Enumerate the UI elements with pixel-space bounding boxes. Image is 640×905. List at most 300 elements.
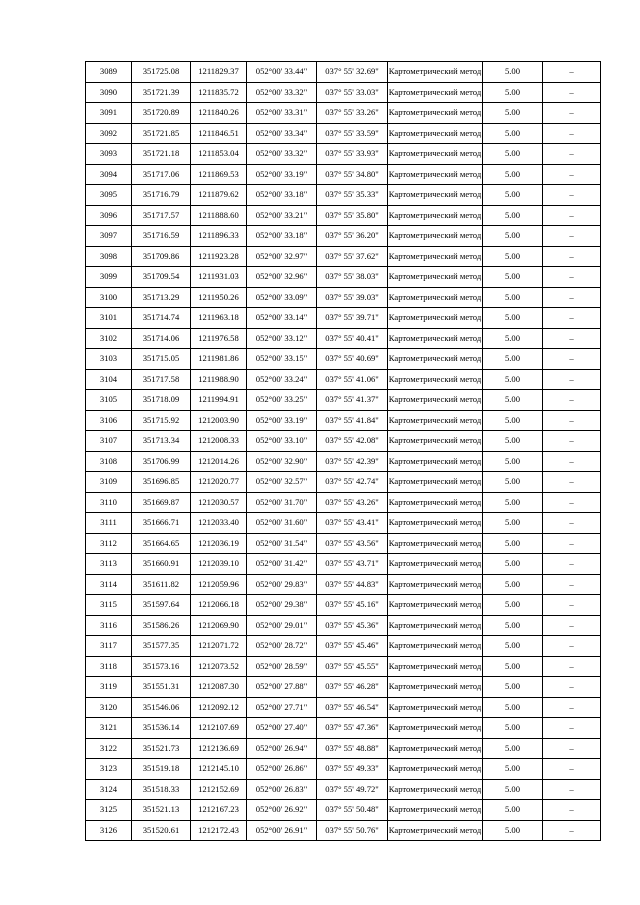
point-number-cell: 3102 [86,328,132,349]
note-cell: – [543,144,601,165]
note-cell: – [543,513,601,534]
y-coordinate-cell: 1212145.10 [191,759,247,780]
note-cell: – [543,267,601,288]
longitude-cell: 037° 55' 42.08" [317,431,388,452]
accuracy-cell: 5.00 [483,533,543,554]
table-row [86,656,601,677]
latitude-cell: 052°00' 31.42" [247,554,317,575]
method-cell: Картометрический метод [388,800,483,821]
y-coordinate-cell: 1212167.23 [191,800,247,821]
y-coordinate-cell: 1212036.19 [191,533,247,554]
coordinates-table [85,61,601,841]
x-coordinate-cell: 351721.39 [132,82,191,103]
y-coordinate-cell: 1212136.69 [191,738,247,759]
note-cell: – [543,185,601,206]
latitude-cell: 052°00' 32.97" [247,246,317,267]
x-coordinate-cell: 351717.57 [132,205,191,226]
latitude-cell: 052°00' 33.09" [247,287,317,308]
method-cell: Картометрический метод [388,390,483,411]
point-number-cell: 3113 [86,554,132,575]
accuracy-cell: 5.00 [483,287,543,308]
longitude-cell: 037° 55' 32.69" [317,62,388,83]
note-cell: – [543,472,601,493]
point-number-cell: 3094 [86,164,132,185]
x-coordinate-cell: 351536.14 [132,718,191,739]
latitude-cell: 052°00' 33.34" [247,123,317,144]
note-cell: – [543,164,601,185]
latitude-cell: 052°00' 31.54" [247,533,317,554]
method-cell: Картометрический метод [388,205,483,226]
point-number-cell: 3117 [86,636,132,657]
x-coordinate-cell: 351706.99 [132,451,191,472]
accuracy-cell: 5.00 [483,492,543,513]
point-number-cell: 3098 [86,246,132,267]
point-number-cell: 3126 [86,820,132,841]
latitude-cell: 052°00' 33.10" [247,431,317,452]
table-row [86,164,601,185]
y-coordinate-cell: 1211829.37 [191,62,247,83]
method-cell: Картометрический метод [388,267,483,288]
latitude-cell: 052°00' 26.91" [247,820,317,841]
note-cell: – [543,287,601,308]
accuracy-cell: 5.00 [483,185,543,206]
method-cell: Картометрический метод [388,472,483,493]
y-coordinate-cell: 1211950.26 [191,287,247,308]
point-number-cell: 3106 [86,410,132,431]
latitude-cell: 052°00' 28.59" [247,656,317,677]
longitude-cell: 037° 55' 38.03" [317,267,388,288]
point-number-cell: 3103 [86,349,132,370]
x-coordinate-cell: 351518.33 [132,779,191,800]
point-number-cell: 3097 [86,226,132,247]
latitude-cell: 052°00' 26.92" [247,800,317,821]
y-coordinate-cell: 1211879.62 [191,185,247,206]
method-cell: Картометрический метод [388,820,483,841]
y-coordinate-cell: 1212059.96 [191,574,247,595]
latitude-cell: 052°00' 33.32" [247,82,317,103]
y-coordinate-cell: 1211896.33 [191,226,247,247]
latitude-cell: 052°00' 31.60" [247,513,317,534]
note-cell: – [543,800,601,821]
method-cell: Картометрический метод [388,697,483,718]
accuracy-cell: 5.00 [483,472,543,493]
x-coordinate-cell: 351715.92 [132,410,191,431]
method-cell: Картометрический метод [388,636,483,657]
y-coordinate-cell: 1212066.18 [191,595,247,616]
x-coordinate-cell: 351666.71 [132,513,191,534]
x-coordinate-cell: 351716.79 [132,185,191,206]
latitude-cell: 052°00' 33.18" [247,226,317,247]
method-cell: Картометрический метод [388,62,483,83]
accuracy-cell: 5.00 [483,451,543,472]
table-row [86,390,601,411]
note-cell: – [543,349,601,370]
table-row [86,636,601,657]
longitude-cell: 037° 55' 33.03" [317,82,388,103]
point-number-cell: 3095 [86,185,132,206]
x-coordinate-cell: 351718.09 [132,390,191,411]
longitude-cell: 037° 55' 43.26" [317,492,388,513]
y-coordinate-cell: 1212003.90 [191,410,247,431]
note-cell: – [543,205,601,226]
method-cell: Картометрический метод [388,287,483,308]
y-coordinate-cell: 1212033.40 [191,513,247,534]
longitude-cell: 037° 55' 35.33" [317,185,388,206]
x-coordinate-cell: 351725.08 [132,62,191,83]
method-cell: Картометрический метод [388,451,483,472]
longitude-cell: 037° 55' 46.54" [317,697,388,718]
y-coordinate-cell: 1212152.69 [191,779,247,800]
table-row [86,431,601,452]
note-cell: – [543,431,601,452]
accuracy-cell: 5.00 [483,123,543,144]
note-cell: – [543,759,601,780]
accuracy-cell: 5.00 [483,574,543,595]
y-coordinate-cell: 1211931.03 [191,267,247,288]
y-coordinate-cell: 1211923.28 [191,246,247,267]
method-cell: Картометрический метод [388,738,483,759]
note-cell: – [543,328,601,349]
x-coordinate-cell: 351520.61 [132,820,191,841]
latitude-cell: 052°00' 33.18" [247,185,317,206]
longitude-cell: 037° 55' 42.74" [317,472,388,493]
point-number-cell: 3107 [86,431,132,452]
accuracy-cell: 5.00 [483,513,543,534]
method-cell: Картометрический метод [388,554,483,575]
y-coordinate-cell: 1211963.18 [191,308,247,329]
latitude-cell: 052°00' 31.70" [247,492,317,513]
x-coordinate-cell: 351521.13 [132,800,191,821]
longitude-cell: 037° 55' 48.88" [317,738,388,759]
table-row [86,718,601,739]
table-body [86,62,601,841]
y-coordinate-cell: 1211994.91 [191,390,247,411]
table-row [86,369,601,390]
table-row [86,615,601,636]
x-coordinate-cell: 351716.59 [132,226,191,247]
table-row [86,62,601,83]
latitude-cell: 052°00' 33.12" [247,328,317,349]
y-coordinate-cell: 1211981.86 [191,349,247,370]
y-coordinate-cell: 1211840.26 [191,103,247,124]
x-coordinate-cell: 351720.89 [132,103,191,124]
point-number-cell: 3118 [86,656,132,677]
latitude-cell: 052°00' 27.88" [247,677,317,698]
latitude-cell: 052°00' 28.72" [247,636,317,657]
note-cell: – [543,574,601,595]
longitude-cell: 037° 55' 36.20" [317,226,388,247]
point-number-cell: 3101 [86,308,132,329]
table-row [86,472,601,493]
table-row [86,554,601,575]
method-cell: Картометрический метод [388,513,483,534]
y-coordinate-cell: 1212039.10 [191,554,247,575]
method-cell: Картометрический метод [388,574,483,595]
method-cell: Картометрический метод [388,656,483,677]
accuracy-cell: 5.00 [483,205,543,226]
point-number-cell: 3123 [86,759,132,780]
accuracy-cell: 5.00 [483,390,543,411]
longitude-cell: 037° 55' 40.41" [317,328,388,349]
point-number-cell: 3115 [86,595,132,616]
table-row [86,226,601,247]
y-coordinate-cell: 1212008.33 [191,431,247,452]
accuracy-cell: 5.00 [483,820,543,841]
note-cell: – [543,246,601,267]
point-number-cell: 3124 [86,779,132,800]
table-row [86,205,601,226]
x-coordinate-cell: 351714.06 [132,328,191,349]
method-cell: Картометрический метод [388,328,483,349]
point-number-cell: 3089 [86,62,132,83]
note-cell: – [543,615,601,636]
table-row [86,287,601,308]
accuracy-cell: 5.00 [483,246,543,267]
accuracy-cell: 5.00 [483,718,543,739]
note-cell: – [543,718,601,739]
point-number-cell: 3093 [86,144,132,165]
latitude-cell: 052°00' 27.71" [247,697,317,718]
point-number-cell: 3096 [86,205,132,226]
note-cell: – [543,82,601,103]
longitude-cell: 037° 55' 39.03" [317,287,388,308]
longitude-cell: 037° 55' 45.46" [317,636,388,657]
point-number-cell: 3099 [86,267,132,288]
accuracy-cell: 5.00 [483,369,543,390]
x-coordinate-cell: 351597.64 [132,595,191,616]
note-cell: – [543,123,601,144]
point-number-cell: 3122 [86,738,132,759]
method-cell: Картометрический метод [388,246,483,267]
x-coordinate-cell: 351713.34 [132,431,191,452]
accuracy-cell: 5.00 [483,779,543,800]
accuracy-cell: 5.00 [483,349,543,370]
note-cell: – [543,410,601,431]
method-cell: Картометрический метод [388,308,483,329]
table-row [86,185,601,206]
y-coordinate-cell: 1211846.51 [191,123,247,144]
table-row [86,533,601,554]
x-coordinate-cell: 351709.54 [132,267,191,288]
y-coordinate-cell: 1212071.72 [191,636,247,657]
accuracy-cell: 5.00 [483,62,543,83]
method-cell: Картометрический метод [388,185,483,206]
method-cell: Картометрический метод [388,759,483,780]
x-coordinate-cell: 351714.74 [132,308,191,329]
point-number-cell: 3092 [86,123,132,144]
point-number-cell: 3105 [86,390,132,411]
latitude-cell: 052°00' 32.96" [247,267,317,288]
note-cell: – [543,595,601,616]
longitude-cell: 037° 55' 43.41" [317,513,388,534]
latitude-cell: 052°00' 32.90" [247,451,317,472]
method-cell: Картометрический метод [388,595,483,616]
latitude-cell: 052°00' 33.32" [247,144,317,165]
latitude-cell: 052°00' 26.86" [247,759,317,780]
longitude-cell: 037° 55' 35.80" [317,205,388,226]
longitude-cell: 037° 55' 47.36" [317,718,388,739]
point-number-cell: 3121 [86,718,132,739]
longitude-cell: 037° 55' 40.69" [317,349,388,370]
note-cell: – [543,656,601,677]
x-coordinate-cell: 351551.31 [132,677,191,698]
point-number-cell: 3120 [86,697,132,718]
accuracy-cell: 5.00 [483,595,543,616]
accuracy-cell: 5.00 [483,677,543,698]
point-number-cell: 3112 [86,533,132,554]
method-cell: Картометрический метод [388,615,483,636]
accuracy-cell: 5.00 [483,554,543,575]
longitude-cell: 037° 55' 33.93" [317,144,388,165]
table-row [86,123,601,144]
note-cell: – [543,62,601,83]
y-coordinate-cell: 1211988.90 [191,369,247,390]
latitude-cell: 052°00' 29.01" [247,615,317,636]
table-row [86,738,601,759]
note-cell: – [543,226,601,247]
note-cell: – [543,636,601,657]
y-coordinate-cell: 1211835.72 [191,82,247,103]
accuracy-cell: 5.00 [483,759,543,780]
y-coordinate-cell: 1212069.90 [191,615,247,636]
note-cell: – [543,820,601,841]
table-row [86,328,601,349]
y-coordinate-cell: 1212020.77 [191,472,247,493]
latitude-cell: 052°00' 26.83" [247,779,317,800]
method-cell: Картометрический метод [388,164,483,185]
x-coordinate-cell: 351660.91 [132,554,191,575]
y-coordinate-cell: 1212107.69 [191,718,247,739]
longitude-cell: 037° 55' 41.37" [317,390,388,411]
accuracy-cell: 5.00 [483,615,543,636]
longitude-cell: 037° 55' 46.28" [317,677,388,698]
point-number-cell: 3116 [86,615,132,636]
accuracy-cell: 5.00 [483,267,543,288]
method-cell: Картометрический метод [388,103,483,124]
accuracy-cell: 5.00 [483,800,543,821]
point-number-cell: 3111 [86,513,132,534]
y-coordinate-cell: 1211869.53 [191,164,247,185]
note-cell: – [543,390,601,411]
x-coordinate-cell: 351713.29 [132,287,191,308]
x-coordinate-cell: 351721.85 [132,123,191,144]
table-row [86,513,601,534]
latitude-cell: 052°00' 33.15" [247,349,317,370]
accuracy-cell: 5.00 [483,656,543,677]
y-coordinate-cell: 1212172.43 [191,820,247,841]
longitude-cell: 037° 55' 45.36" [317,615,388,636]
method-cell: Картометрический метод [388,677,483,698]
table-row [86,820,601,841]
latitude-cell: 052°00' 33.21" [247,205,317,226]
table-row [86,82,601,103]
table-row [86,574,601,595]
method-cell: Картометрический метод [388,123,483,144]
y-coordinate-cell: 1212092.12 [191,697,247,718]
method-cell: Картометрический метод [388,492,483,513]
method-cell: Картометрический метод [388,718,483,739]
accuracy-cell: 5.00 [483,164,543,185]
accuracy-cell: 5.00 [483,328,543,349]
point-number-cell: 3109 [86,472,132,493]
y-coordinate-cell: 1211976.58 [191,328,247,349]
y-coordinate-cell: 1212087.30 [191,677,247,698]
table-row [86,410,601,431]
x-coordinate-cell: 351721.18 [132,144,191,165]
longitude-cell: 037° 55' 45.55" [317,656,388,677]
longitude-cell: 037° 55' 34.80" [317,164,388,185]
longitude-cell: 037° 55' 44.83" [317,574,388,595]
x-coordinate-cell: 351709.86 [132,246,191,267]
table-row [86,677,601,698]
x-coordinate-cell: 351521.73 [132,738,191,759]
longitude-cell: 037° 55' 33.59" [317,123,388,144]
latitude-cell: 052°00' 33.44" [247,62,317,83]
note-cell: – [543,369,601,390]
note-cell: – [543,103,601,124]
point-number-cell: 3110 [86,492,132,513]
latitude-cell: 052°00' 33.24" [247,369,317,390]
y-coordinate-cell: 1212030.57 [191,492,247,513]
accuracy-cell: 5.00 [483,636,543,657]
point-number-cell: 3100 [86,287,132,308]
point-number-cell: 3114 [86,574,132,595]
method-cell: Картометрический метод [388,369,483,390]
longitude-cell: 037° 55' 42.39" [317,451,388,472]
x-coordinate-cell: 351611.82 [132,574,191,595]
x-coordinate-cell: 351717.06 [132,164,191,185]
table-row [86,103,601,124]
accuracy-cell: 5.00 [483,103,543,124]
y-coordinate-cell: 1212073.52 [191,656,247,677]
accuracy-cell: 5.00 [483,697,543,718]
table-row [86,595,601,616]
note-cell: – [543,554,601,575]
method-cell: Картометрический метод [388,82,483,103]
point-number-cell: 3125 [86,800,132,821]
longitude-cell: 037° 55' 43.56" [317,533,388,554]
longitude-cell: 037° 55' 50.48" [317,800,388,821]
latitude-cell: 052°00' 29.38" [247,595,317,616]
latitude-cell: 052°00' 33.14" [247,308,317,329]
table-row [86,451,601,472]
note-cell: – [543,533,601,554]
longitude-cell: 037° 55' 43.71" [317,554,388,575]
longitude-cell: 037° 55' 39.71" [317,308,388,329]
y-coordinate-cell: 1212014.26 [191,451,247,472]
table-row [86,759,601,780]
note-cell: – [543,779,601,800]
method-cell: Картометрический метод [388,431,483,452]
method-cell: Картометрический метод [388,410,483,431]
x-coordinate-cell: 351573.16 [132,656,191,677]
table-row [86,779,601,800]
x-coordinate-cell: 351577.35 [132,636,191,657]
point-number-cell: 3091 [86,103,132,124]
longitude-cell: 037° 55' 49.33" [317,759,388,780]
table-row [86,144,601,165]
latitude-cell: 052°00' 33.19" [247,164,317,185]
longitude-cell: 037° 55' 49.72" [317,779,388,800]
point-number-cell: 3108 [86,451,132,472]
table-row [86,349,601,370]
x-coordinate-cell: 351546.06 [132,697,191,718]
method-cell: Картометрический метод [388,533,483,554]
x-coordinate-cell: 351717.58 [132,369,191,390]
accuracy-cell: 5.00 [483,431,543,452]
longitude-cell: 037° 55' 41.84" [317,410,388,431]
longitude-cell: 037° 55' 45.16" [317,595,388,616]
